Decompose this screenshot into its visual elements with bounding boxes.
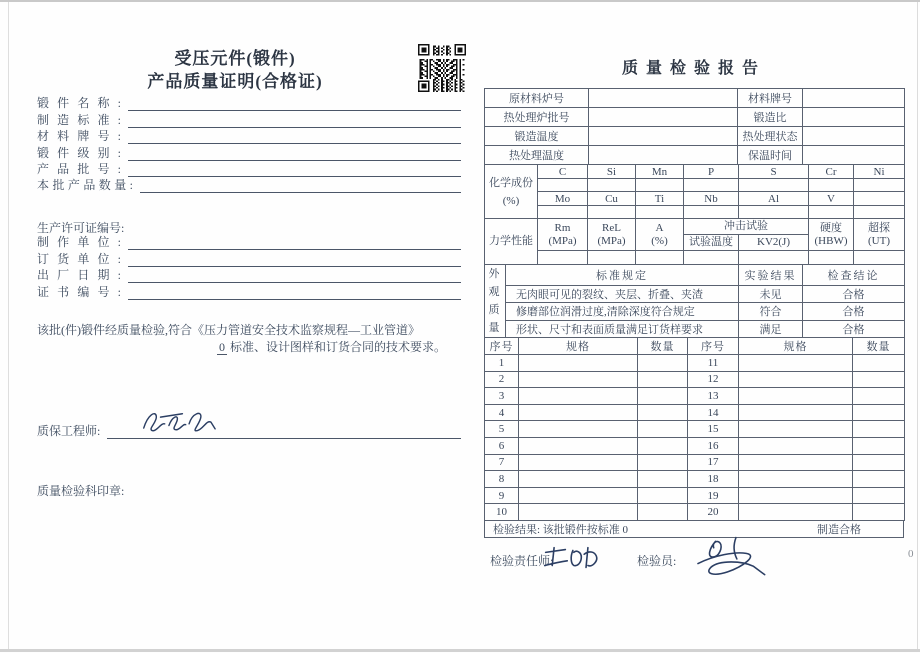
info-label: 保温时间 <box>738 146 803 165</box>
element-header: Si <box>588 165 636 179</box>
serial-no: 10 <box>485 504 519 521</box>
serial-no: 3 <box>485 388 519 405</box>
field-batch-quantity <box>37 177 461 193</box>
element-header: Ti <box>636 192 684 206</box>
field-label: 锻件级别: <box>37 145 121 160</box>
serial-header: 序号 <box>688 338 739 355</box>
element-header: C <box>538 165 588 179</box>
inspector-signature <box>540 543 602 573</box>
serial-no: 9 <box>485 487 519 504</box>
test-result-header: 实验结果 <box>739 265 803 286</box>
spec-cell-empty <box>519 404 638 421</box>
serial-no: 20 <box>688 504 739 521</box>
rm-unit: (MPa) <box>548 234 577 247</box>
mech-value-empty <box>538 251 588 265</box>
heat-info-table <box>484 88 905 165</box>
element-header: Mn <box>636 165 684 179</box>
statement-line1: 该批(件)锻件经质量检验,符合《压力管道安全技术监察规程—工业管道》 <box>37 323 420 337</box>
table-row <box>485 388 905 405</box>
standard-spec-header: 标准规定 <box>506 265 739 286</box>
qty-cell-empty <box>638 504 688 521</box>
field-label: 证书编号: <box>37 284 121 299</box>
spec-cell-empty <box>519 421 638 438</box>
vlabel-char: 质 <box>488 304 502 316</box>
table-row <box>485 108 905 127</box>
license-number-label: 生产许可证编号: <box>37 221 125 235</box>
table-row <box>485 206 905 219</box>
rel-unit: (MPa) <box>597 234 626 247</box>
table-row <box>485 303 905 320</box>
spec-cell-empty <box>739 487 853 504</box>
field-label: 锻件名称: <box>37 96 121 111</box>
element-value-empty <box>739 179 809 192</box>
mech-value-empty <box>636 251 684 265</box>
check-conclusion-value: 合格 <box>803 320 905 338</box>
examiner-label: 检验员: <box>637 554 677 568</box>
qty-cell-empty <box>853 355 905 372</box>
element-header: V <box>809 192 854 206</box>
spec-cell-empty <box>739 504 853 521</box>
vlabel-char: 外 <box>488 268 502 280</box>
test-result-value: 满足 <box>739 320 803 338</box>
spec-cell-empty <box>519 487 638 504</box>
impact-test-header: 冲击试验 <box>684 219 809 235</box>
field-label: 产品批号: <box>37 161 121 176</box>
element-value-empty <box>636 179 684 192</box>
inspector-label: 检验责任师: <box>490 554 554 568</box>
chem-unit-text: (%) <box>502 194 520 207</box>
field-label: 制作单位: <box>37 235 121 250</box>
field-forging-name <box>37 95 461 111</box>
field-label: 本批产品数量: <box>37 178 133 193</box>
table-row <box>485 165 905 179</box>
info-label: 锻造比 <box>738 108 803 127</box>
qa-engineer-label: 质保工程师: <box>37 424 101 438</box>
standard-spec-text: 无肉眼可见的裂纹、夹层、折叠、夹渣 <box>506 285 739 302</box>
table-row <box>485 285 905 302</box>
a-text: A <box>655 221 664 234</box>
field-forging-class <box>37 144 461 160</box>
table-row <box>485 89 905 108</box>
qty-cell-empty <box>638 437 688 454</box>
rel-header <box>588 219 636 251</box>
rel-text: ReL <box>602 221 621 234</box>
ut-header <box>854 219 905 251</box>
secondary-fields <box>37 234 461 300</box>
element-value-empty <box>684 206 739 219</box>
qty-cell-empty <box>638 421 688 438</box>
spec-header: 规格 <box>519 338 638 355</box>
element-value-empty <box>739 206 809 219</box>
table-row <box>485 192 905 206</box>
table-row <box>485 371 905 388</box>
info-value-empty <box>803 127 905 146</box>
field-label: 制造标准: <box>37 112 121 127</box>
spec-cell-empty <box>519 371 638 388</box>
info-label: 原材料炉号 <box>485 89 589 108</box>
standard-spec-text: 修磨部位润滑过度,清除深度符合规定 <box>506 303 739 320</box>
appearance-quality-label <box>485 265 506 338</box>
field-certificate-number <box>37 283 461 299</box>
spec-cell-empty <box>739 437 853 454</box>
element-header: S <box>739 165 809 179</box>
test-result-value: 符合 <box>739 303 803 320</box>
element-value-empty <box>809 179 854 192</box>
qty-cell-empty <box>638 355 688 372</box>
qty-cell-empty <box>638 388 688 405</box>
serial-no: 7 <box>485 454 519 471</box>
check-conclusion-value: 合格 <box>803 285 905 302</box>
element-value-empty <box>684 179 739 192</box>
spec-quantity-table <box>484 337 905 521</box>
table-row <box>485 179 905 192</box>
spec-cell-empty <box>739 355 853 372</box>
hardness-text: 硬度 <box>820 221 842 234</box>
rm-text: Rm <box>554 221 571 234</box>
element-value-empty <box>809 206 854 219</box>
chemical-composition-label <box>485 165 538 219</box>
table-row <box>485 355 905 372</box>
qa-seal-label: 质量检验科印章: <box>37 484 125 498</box>
qty-cell-empty <box>853 487 905 504</box>
conformity-statement <box>37 322 467 356</box>
standard-number: 0 <box>219 340 225 354</box>
qa-engineer-row <box>37 414 461 439</box>
info-value-empty <box>589 127 738 146</box>
element-value-empty <box>854 179 905 192</box>
serial-no: 5 <box>485 421 519 438</box>
field-label: 材料牌号: <box>37 129 121 144</box>
serial-no: 8 <box>485 471 519 488</box>
table-row <box>485 338 905 355</box>
field-blank-line <box>128 253 461 267</box>
mech-value-empty <box>854 251 905 265</box>
qty-cell-empty <box>638 487 688 504</box>
qa-engineer-signature-line <box>107 414 461 439</box>
table-row <box>485 251 905 265</box>
field-label: 出厂日期: <box>37 268 121 283</box>
qty-cell-empty <box>638 404 688 421</box>
element-value-empty <box>538 179 588 192</box>
qty-cell-empty <box>853 437 905 454</box>
element-header <box>854 192 905 206</box>
serial-no: 17 <box>688 454 739 471</box>
table-row <box>485 421 905 438</box>
serial-no: 18 <box>688 471 739 488</box>
spec-cell-empty <box>739 454 853 471</box>
spec-cell-empty <box>519 388 638 405</box>
inspection-result-text: 检验结果: 该批锻件按标准 0 <box>493 523 629 536</box>
spec-cell-empty <box>739 371 853 388</box>
field-blank-line <box>128 269 461 283</box>
info-label: 锻造温度 <box>485 127 589 146</box>
field-blank-line <box>128 147 461 161</box>
field-blank-line <box>128 236 461 250</box>
mech-value-empty <box>588 251 636 265</box>
info-label: 热处理炉批号 <box>485 108 589 127</box>
vlabel-char: 量 <box>488 322 502 334</box>
table-row <box>485 454 905 471</box>
info-value-empty <box>803 89 905 108</box>
spec-cell-empty <box>519 437 638 454</box>
appearance-quality-table <box>484 264 905 338</box>
element-value-empty <box>538 206 588 219</box>
serial-no: 15 <box>688 421 739 438</box>
report-title: 质量检验报告 <box>621 60 766 77</box>
field-delivery-date <box>37 267 461 283</box>
table-row <box>485 146 905 165</box>
spec-cell-empty <box>739 404 853 421</box>
standard-spec-text: 形状、尺寸和表面质量满足订货样要求 <box>506 320 739 338</box>
qty-cell-empty <box>638 471 688 488</box>
table-row <box>485 127 905 146</box>
examiner-signature <box>685 533 773 583</box>
element-value-empty <box>636 206 684 219</box>
serial-no: 4 <box>485 404 519 421</box>
serial-no: 6 <box>485 437 519 454</box>
element-header: Cu <box>588 192 636 206</box>
info-value-empty <box>589 108 738 127</box>
qty-cell-empty <box>853 404 905 421</box>
spec-cell-empty <box>739 388 853 405</box>
table-row <box>485 504 905 521</box>
qty-header: 数量 <box>638 338 688 355</box>
spec-cell-empty <box>519 471 638 488</box>
qa-engineer-signature <box>137 406 221 440</box>
table-row <box>485 219 905 235</box>
mech-value-empty <box>739 251 809 265</box>
mechanical-properties-table <box>484 218 905 265</box>
info-label: 热处理温度 <box>485 146 589 165</box>
qty-cell-empty <box>853 471 905 488</box>
impact-temp-header: 试验温度 <box>684 235 739 251</box>
qty-header: 数量 <box>853 338 905 355</box>
check-conclusion-header: 检查结论 <box>803 265 905 286</box>
element-header: Cr <box>809 165 854 179</box>
qty-cell-empty <box>638 371 688 388</box>
check-conclusion-value: 合格 <box>803 303 905 320</box>
table-row <box>485 471 905 488</box>
info-value-empty <box>803 146 905 165</box>
serial-no: 12 <box>688 371 739 388</box>
mech-value-empty <box>809 251 854 265</box>
info-value-empty <box>803 108 905 127</box>
element-value-empty <box>588 179 636 192</box>
hardness-header <box>809 219 854 251</box>
primary-fields <box>37 95 461 193</box>
field-product-batch <box>37 161 461 177</box>
serial-no: 16 <box>688 437 739 454</box>
info-value-empty <box>589 89 738 108</box>
serial-no: 19 <box>688 487 739 504</box>
element-header: P <box>684 165 739 179</box>
spec-cell-empty <box>739 471 853 488</box>
field-blank-line <box>128 130 461 144</box>
element-value-empty <box>854 206 905 219</box>
rm-header <box>538 219 588 251</box>
table-row <box>485 320 905 338</box>
field-blank-line <box>140 179 461 193</box>
ut-unit: (UT) <box>868 234 890 247</box>
statement-line2-text: 标准、设计图样和订货合同的技术要求。 <box>230 340 447 354</box>
chem-label-text: 化学成份 <box>489 176 533 189</box>
field-manufacturer <box>37 234 461 250</box>
field-blank-line <box>128 97 461 111</box>
scan-edge-bottom <box>0 649 920 652</box>
scan-edge-top <box>0 0 920 2</box>
info-label: 材料牌号 <box>738 89 803 108</box>
qty-cell-empty <box>853 454 905 471</box>
table-row <box>485 487 905 504</box>
certificate-title <box>40 47 430 93</box>
element-value-empty <box>588 206 636 219</box>
serial-header: 序号 <box>485 338 519 355</box>
qty-cell-empty <box>853 371 905 388</box>
chemical-composition-table <box>484 164 905 219</box>
scan-edge-right <box>917 2 918 649</box>
hardness-unit: (HBW) <box>814 234 848 247</box>
ut-text: 超探 <box>868 221 890 234</box>
info-label: 热处理状态 <box>738 127 803 146</box>
mech-value-empty <box>684 251 739 265</box>
scan-artifact-char: 0 <box>908 548 914 560</box>
a-unit: (%) <box>651 234 668 247</box>
serial-no: 2 <box>485 371 519 388</box>
qr-code-icon <box>418 44 466 92</box>
table-row <box>485 437 905 454</box>
field-blank-line <box>128 163 461 177</box>
scan-edge-left <box>8 2 9 649</box>
serial-no: 13 <box>688 388 739 405</box>
mechanical-properties-label: 力学性能 <box>485 219 538 265</box>
spec-cell-empty <box>519 355 638 372</box>
impact-kv-header: KV2(J) <box>739 235 809 251</box>
field-label: 订货单位: <box>37 251 121 266</box>
spec-header: 规格 <box>739 338 853 355</box>
test-result-value: 未见 <box>739 285 803 302</box>
field-manufacture-standard <box>37 111 461 127</box>
spec-cell-empty <box>519 504 638 521</box>
table-row <box>485 265 905 286</box>
table-row <box>485 404 905 421</box>
serial-no: 1 <box>485 355 519 372</box>
field-ordering-unit <box>37 250 461 266</box>
element-header: Mo <box>538 192 588 206</box>
field-blank-line <box>128 286 461 300</box>
info-value-empty <box>589 146 738 165</box>
manufacture-verdict: 制造合格 <box>817 523 861 536</box>
field-blank-line <box>128 114 461 128</box>
qty-cell-empty <box>853 421 905 438</box>
spec-cell-empty <box>519 454 638 471</box>
qty-cell-empty <box>638 454 688 471</box>
certificate-title-line1: 受压元件(锻件) <box>174 49 296 68</box>
vlabel-char: 观 <box>488 286 502 298</box>
qty-cell-empty <box>853 504 905 521</box>
element-header: Ni <box>854 165 905 179</box>
elongation-header <box>636 219 684 251</box>
statement-line2 <box>37 339 467 356</box>
spec-cell-empty <box>739 421 853 438</box>
element-header: Nb <box>684 192 739 206</box>
element-header: Al <box>739 192 809 206</box>
inspection-report-table <box>484 88 904 538</box>
serial-no: 11 <box>688 355 739 372</box>
qty-cell-empty <box>853 388 905 405</box>
serial-no: 14 <box>688 404 739 421</box>
certificate-title-line2: 产品质量证明(合格证) <box>147 72 323 91</box>
field-material-grade <box>37 128 461 144</box>
